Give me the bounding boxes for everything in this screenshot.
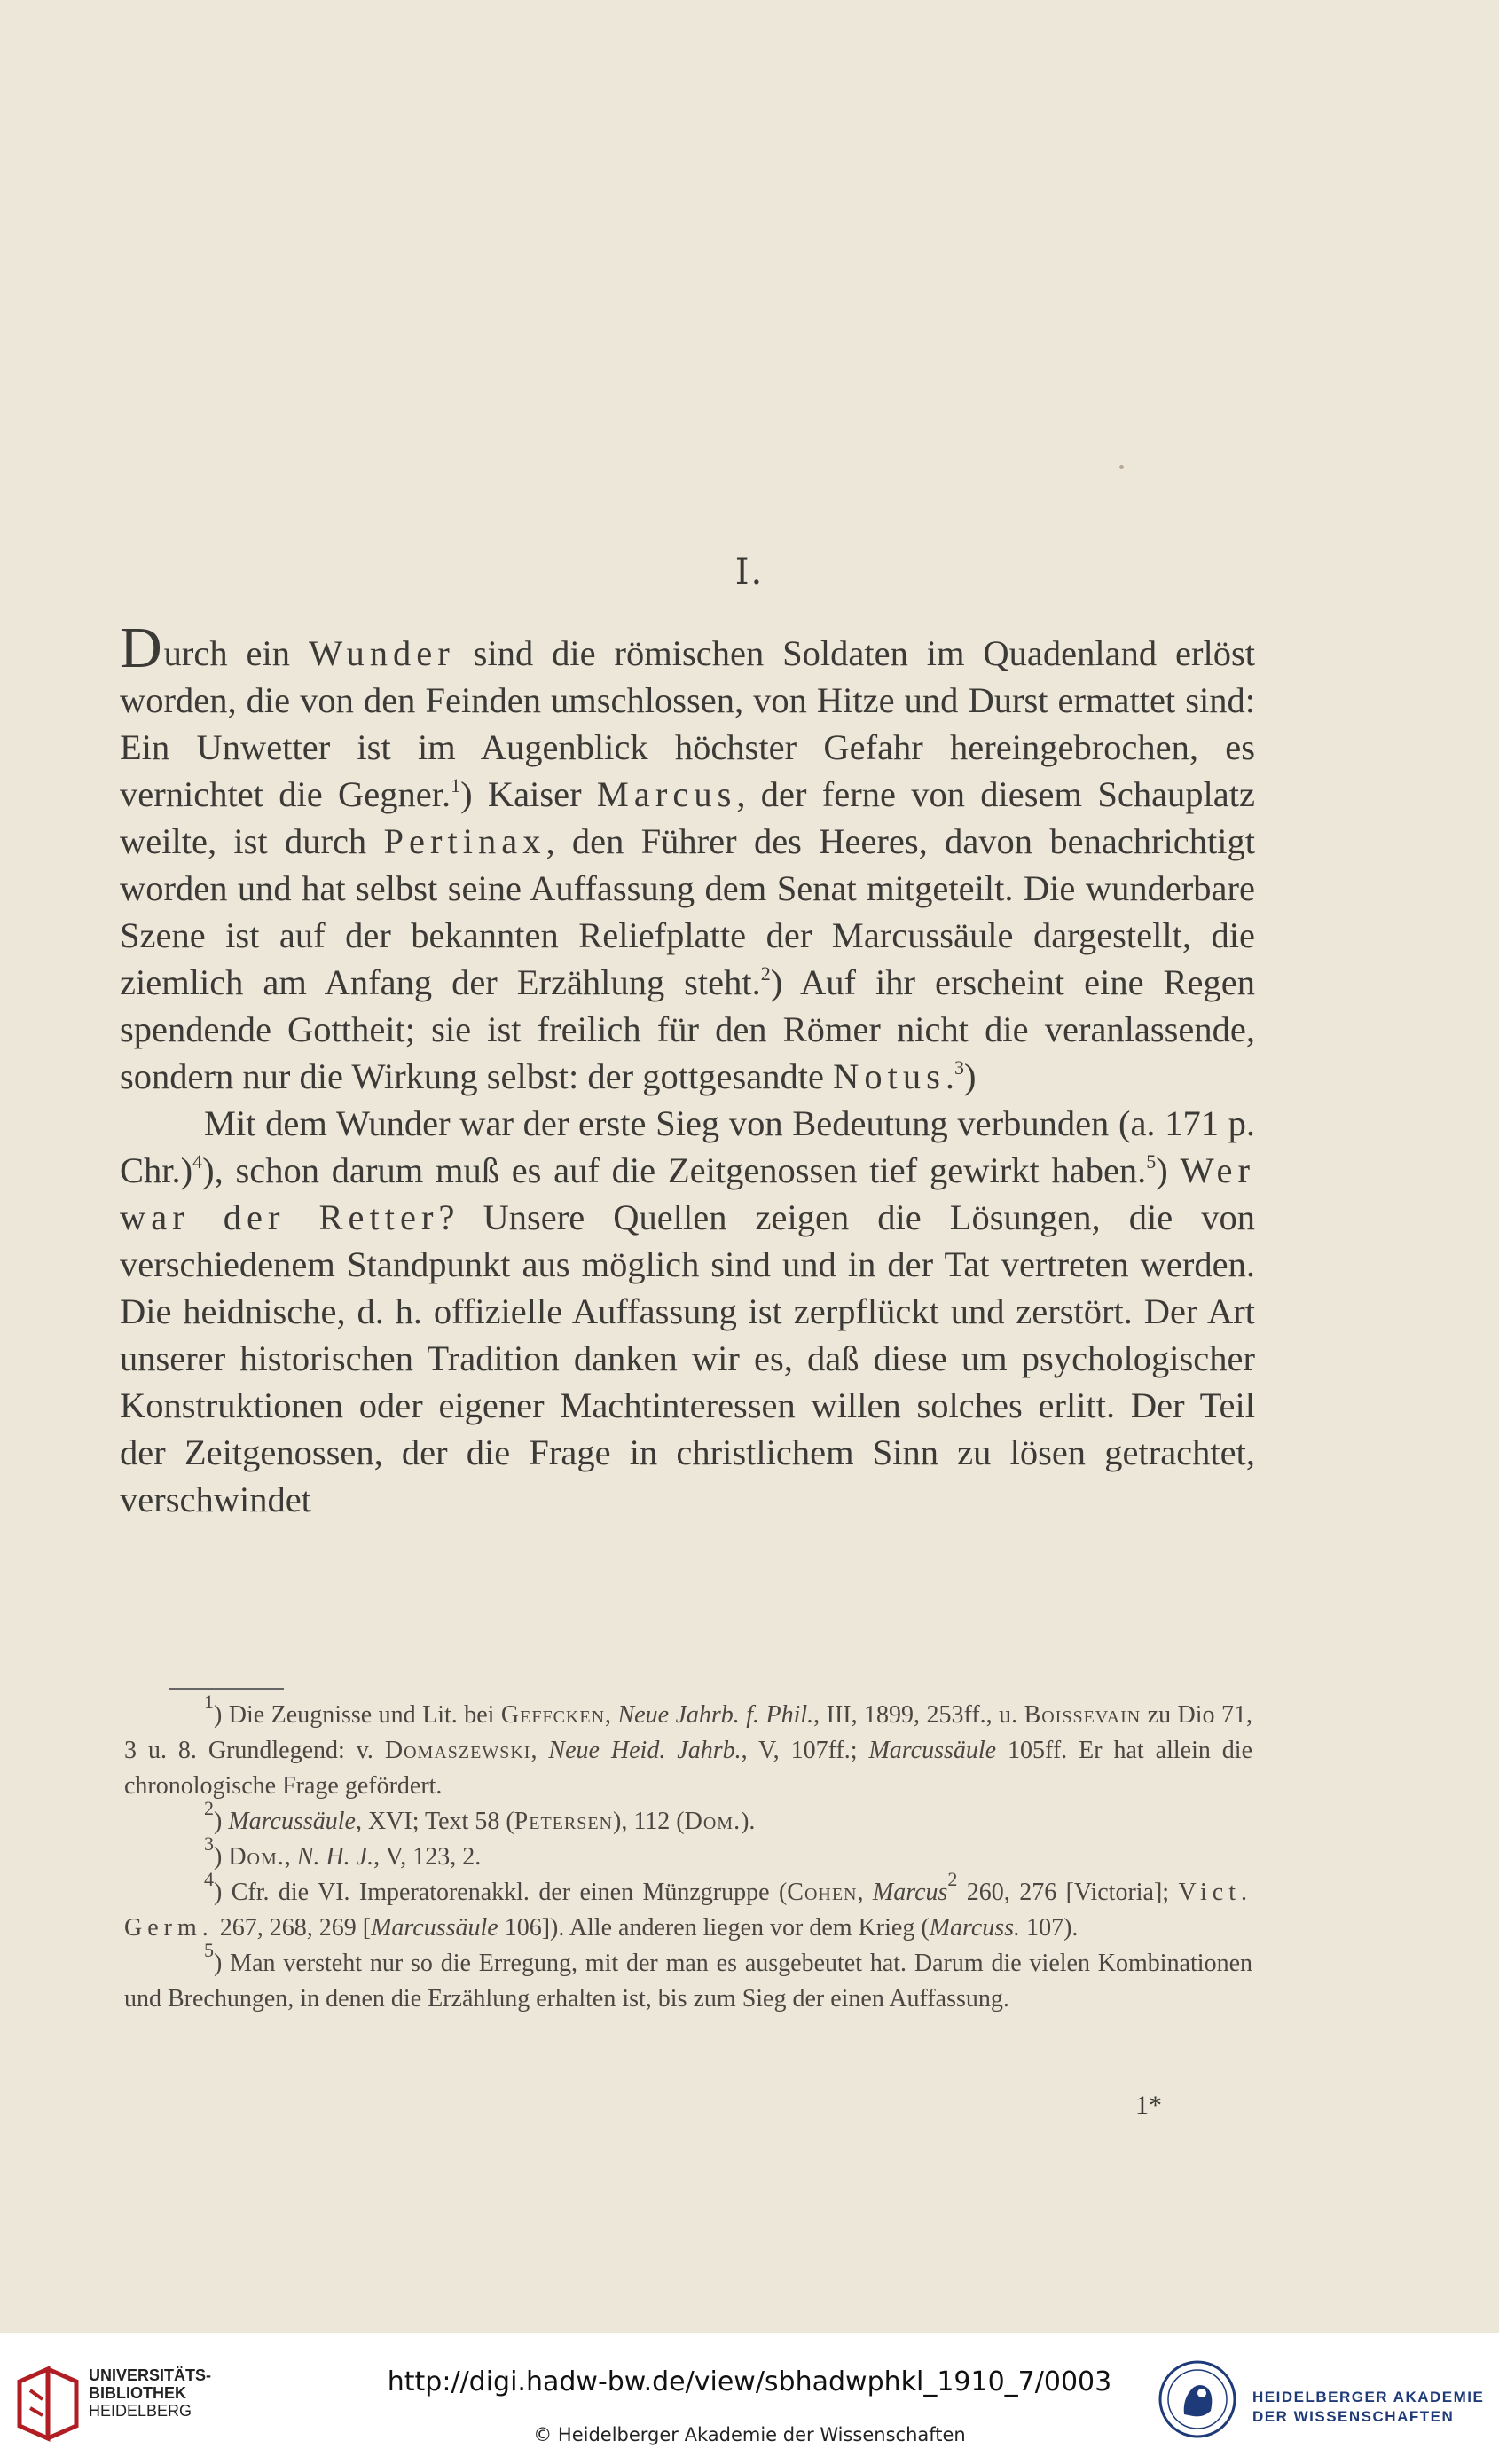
permalink-url[interactable]: http://digi.hadw-bw.de/view/sbhadwphkl_1910_7/0003 [387,2366,1112,2397]
page-signature: 1* [1135,2091,1162,2120]
text-run: , V, 123, 2. [373,1843,482,1871]
academy-name-line2: DER WISSENSCHAFTEN [1252,2408,1455,2425]
footnote-ref: 2 [204,1797,214,1819]
emphasized-text: Notus [833,1056,946,1096]
footnote-ref: 5 [1146,1150,1157,1173]
academy-name-line1: HEIDELBERGER AKADEMIE [1252,2389,1485,2405]
author-name: Geffcken [500,1701,606,1729]
text-run: sind die römischen Soldaten im Quadenland erlöst worden, die von den Feinden umschlossen, von Hitze und Durst ermattet sind: Ein Unwetter ist im Augenblick höchster Gefahr hereingebrochen, es vernichtet die Gegner. [120,633,1255,814]
footnote-ref: 1 [204,1691,214,1713]
footnote-divider [169,1688,284,1690]
work-title: Marcussäule [868,1737,997,1764]
author-name: Dom. [684,1808,742,1835]
paper-speck [1119,465,1124,469]
text-run: . [945,1056,954,1096]
footnote-ref: 2 [760,962,771,985]
text-run: 267, 268, 269 [ [213,1914,372,1942]
footnote-ref: 4 [192,1150,203,1173]
text-run: 107). [1020,1914,1079,1942]
text-run: urch ein [163,633,309,673]
text-run: zu Dio 71, 3 u. 8. Grundlegend: v. [124,1701,1253,1764]
text-run: ), 112 ( [613,1808,685,1835]
emphasized-text: Marcus [596,774,737,814]
work-title: N. H. J. [296,1843,374,1871]
author-name: Domaszewski [384,1737,531,1764]
work-title: Neue Jahrb. f. Phil. [617,1701,814,1729]
text-run: , [857,1879,873,1906]
author-name: Boissevain [1024,1701,1142,1729]
drop-cap: D [120,616,162,680]
text-run: ) Kaiser [460,774,597,814]
footnote-ref: 2 [947,1868,958,1890]
text-run: ). [741,1808,756,1835]
emphasized-text: Pertinax [383,821,546,861]
footnote-ref: 5 [204,1939,214,1961]
text-run: ), schon darum muß es auf die Zeitgenossen tief gewirkt haben. [202,1150,1147,1190]
text-run: ) [963,1056,977,1096]
body-text [120,616,1256,1523]
text-run: ) [1156,1150,1181,1190]
text-run: ) Man versteht nur so die Erregung, mit der man es ausgebeutet hat. Darum die vielen Kombinationen und Brechungen, in denen die Erzählung erhalten ist, bis zum Sieg der einen Auffassung. [124,1950,1252,2013]
paragraph [120,616,1256,1100]
text-run: Mit dem Wunder war der erste Sieg von Bedeutung verbunden (a. 171 p. Chr.) [120,1103,1255,1190]
work-title: Neue Heid. Jahrb. [548,1737,742,1764]
text-run: 106]). Alle anderen liegen vor dem Krieg ( [498,1914,930,1942]
author-name: Cohen [787,1879,858,1906]
footnote [124,1832,1252,1875]
chapter-heading: I. [734,552,765,592]
text-run: ) [214,1843,229,1871]
text-run: ) Die Zeugnisse und Lit. bei [214,1701,501,1729]
text-run: , der ferne von diesem Schauplatz weilte, ist durch [120,774,1255,861]
text-run: 260, 276 [Victoria]; [957,1879,1179,1906]
work-title: Marcussäule [228,1808,356,1835]
paragraph [120,1100,1255,1523]
emphasized-text: Wer war der Retter [120,1150,1255,1237]
copyright-notice: © Heidelberger Akademie der Wissenschaften [533,2424,966,2445]
work-title: Marcuss. [929,1914,1021,1942]
footnotes [124,1691,1253,2017]
footnote [124,1939,1252,2017]
text-run: 105ff. Er hat allein die chronologische Frage gefördert. [124,1737,1252,1800]
work-title: Marcussäule [371,1914,498,1942]
text-run: ) Cfr. die VI. Imperatorenakkl. der einen Münzgruppe ( [214,1879,788,1906]
footnote [124,1691,1253,1804]
author-name: Petersen [514,1808,614,1835]
library-name-line1: UNIVERSITÄTS- [89,2366,212,2384]
footnote [124,1868,1252,1946]
emphasized-text: Vict. Germ. [124,1879,1252,1942]
emphasized-text: Wunder [308,633,455,673]
text-run: , [605,1701,618,1729]
footnote [124,1797,1252,1840]
text-run: , [284,1843,297,1871]
library-name-line3: HEIDELBERG [89,2402,192,2420]
author-name: Dom. [228,1843,285,1871]
text-run: , V, 107ff.; [741,1737,869,1764]
footnote-ref: 3 [204,1832,214,1855]
work-title: Marcus [872,1879,948,1906]
text-run: , [530,1737,549,1764]
text-run: , III, 1899, 253ff., u. [813,1701,1024,1729]
text-run: , XVI; Text 58 ( [355,1808,514,1835]
text-run: ? Unsere Quellen zeigen die Lösungen, die von verschiedenem Standpunkt aus möglich sind und in der Tat vertreten werden. Die heidnische, d. h. offizielle Auffassung ist zerpflückt und zerstört. Der Art unserer historischen Tradition danken wir es, daß diese um psychologischer Konstruktionen oder eigener Machtinteressen willen solches erlitt. Der Teil der Zeitgenossen, der die Frage in christlichem Sinn zu lösen getrachtet, verschwindet [120,1197,1255,1519]
text-run: ) [214,1808,229,1835]
text-run: ) Auf ihr erscheint eine Regen spendende Gottheit; sie ist freilich für den Römer nicht die veranlassende, sondern nur die Wirkung selbst: der gottgesandte [120,962,1256,1096]
footnote-ref: 4 [204,1868,214,1890]
academy-name[interactable] [1252,2388,1484,2427]
text-run: , den Führer des Heeres, davon benachrichtigt worden und hat selbst seine Auffassung dem Senat mitgeteilt. Die wunderbare Szene ist auf der bekannten Reliefplatte der Marcussäule dargestellt, die ziemlich am Anfang der Erzählung steht. [120,821,1256,1002]
footnote-ref: 3 [954,1056,964,1079]
academy-seal-icon[interactable] [1158,2359,1237,2439]
footnote-ref: 1 [451,774,461,796]
library-name-line2: BIBLIOTHEK [89,2384,186,2402]
